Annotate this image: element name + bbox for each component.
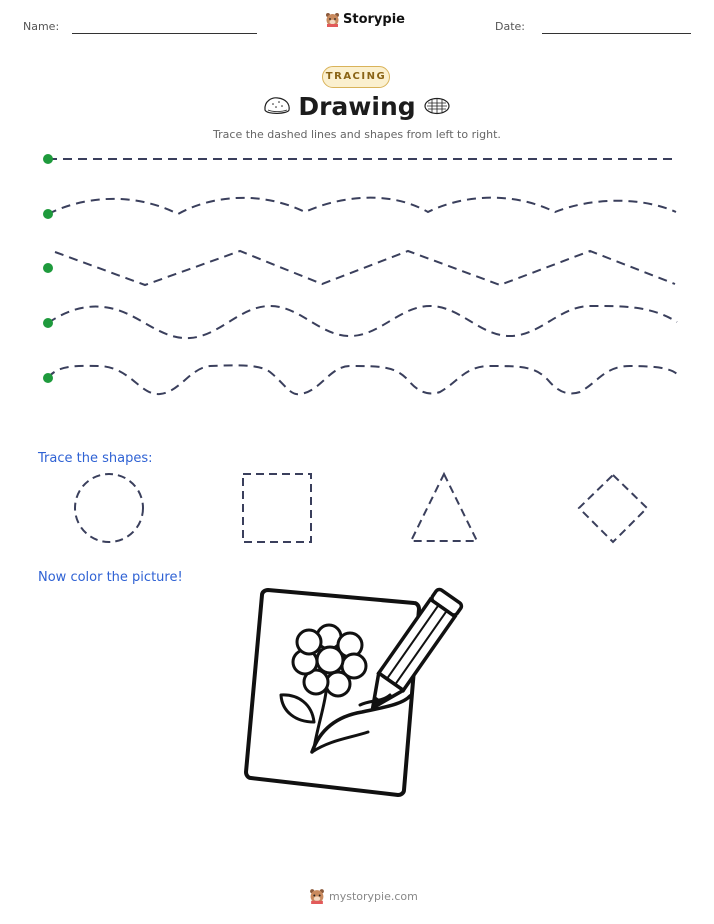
name-label: Name:	[23, 20, 60, 33]
tracing-lines-area	[0, 145, 714, 405]
tracing-line-scallop-wave[interactable]	[43, 198, 676, 219]
triangle-shape[interactable]	[411, 474, 477, 541]
instructions-text: Trace the dashed lines and shapes from left to right.	[213, 128, 501, 141]
brand-name: Storypie	[343, 12, 405, 27]
circle-shape[interactable]	[75, 474, 143, 542]
page-title: Drawing	[298, 92, 416, 121]
name-line[interactable]	[72, 33, 257, 34]
shapes-label: Trace the shapes:	[38, 451, 153, 466]
tracing-line-bumpy-wave[interactable]	[43, 365, 677, 394]
start-dot	[43, 154, 53, 164]
square-shape[interactable]	[243, 474, 311, 542]
color-label: Now color the picture!	[38, 570, 183, 585]
tracing-badge: TRACING	[322, 66, 390, 88]
pencil-drawing-flower-icon[interactable]	[240, 578, 475, 800]
cookie-icon	[262, 95, 292, 117]
brand-logo	[325, 12, 405, 27]
tracing-line-zigzag[interactable]	[43, 251, 675, 285]
bear-icon	[325, 12, 340, 27]
footer-url[interactable]: mystorypie.com	[329, 889, 418, 903]
footer	[309, 888, 418, 904]
shapes-area	[0, 465, 714, 555]
bear-icon	[309, 888, 325, 904]
tracing-line-straight[interactable]	[43, 154, 672, 164]
date-label: Date:	[495, 20, 525, 33]
tracing-line-smooth-wave[interactable]	[43, 306, 677, 338]
date-line[interactable]	[542, 33, 691, 34]
start-dot	[43, 263, 53, 273]
diamond-shape[interactable]	[579, 475, 647, 542]
start-dot	[43, 209, 53, 219]
start-dot	[43, 373, 53, 383]
waffle-icon	[424, 97, 450, 115]
start-dot	[43, 318, 53, 328]
